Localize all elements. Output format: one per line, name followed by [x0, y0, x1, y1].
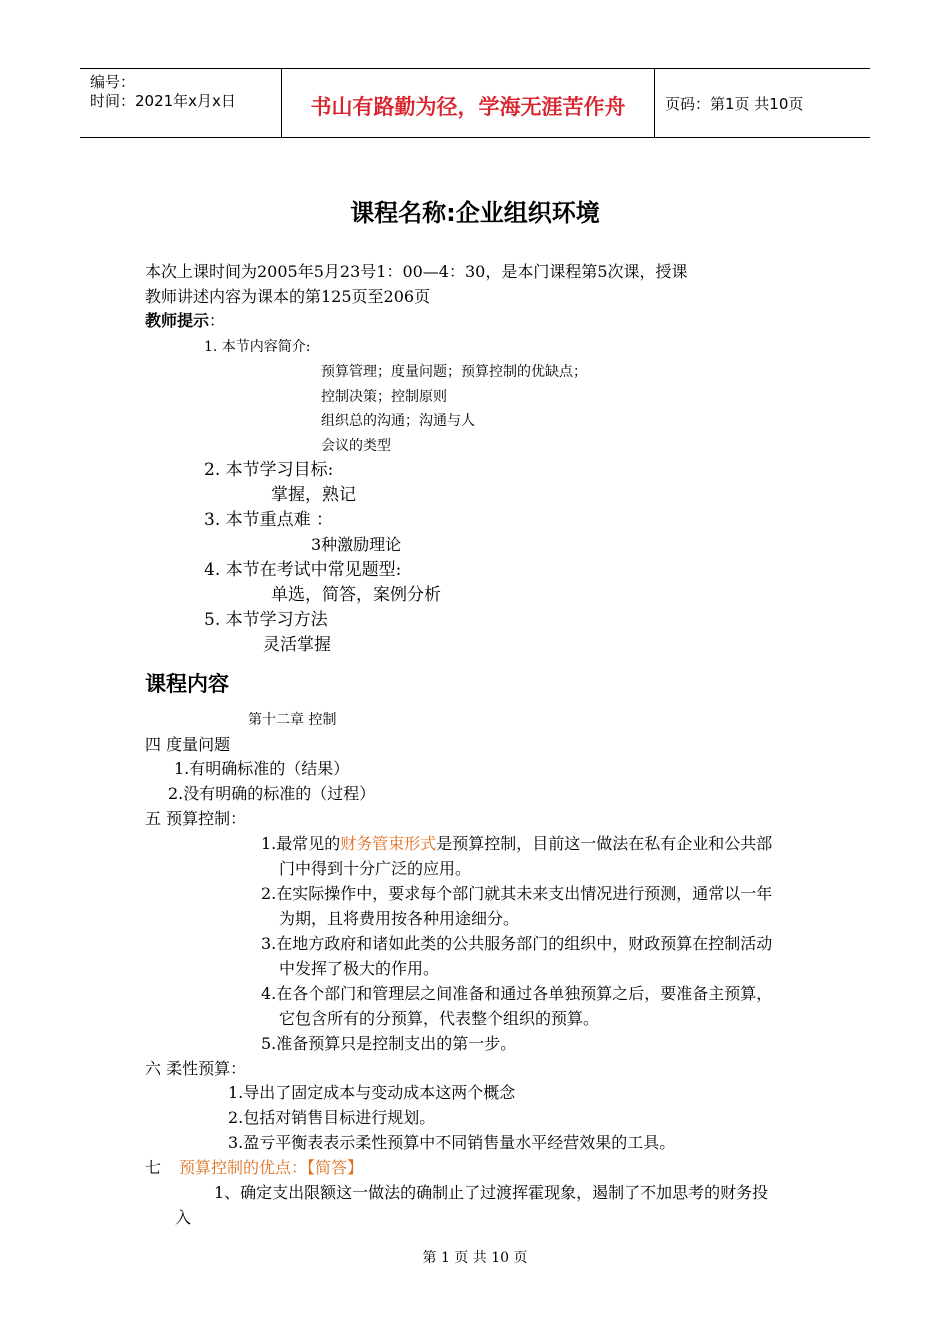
section-5-item-1-post: 是预算控制，目前这一做法在私有企业和公共部 — [436, 834, 773, 853]
section-4-heading: 四 度量问题 — [145, 735, 231, 754]
number-label: 编号： — [90, 73, 136, 91]
section-5-item-2-cont: 为期，且将费用按各种用途细分。 — [279, 909, 520, 928]
chapter-title: 第十二章 控制 — [248, 712, 337, 728]
section-5-heading: 五 预算控制： — [145, 809, 247, 828]
tips-item-4-sub: 单选，简答，案例分析 — [271, 585, 441, 605]
tips-item-3: 3. 本节重点难 ： — [204, 510, 334, 530]
time-label: 时间：2021年x月x日 — [90, 92, 236, 110]
section-7-item-1: 1、确定支出限额这一做法的确制止了过渡挥霍现象，遏制了不加思考的财务投 — [214, 1183, 769, 1202]
section-5-item-4: 4.在各个部门和管理层之间准备和通过各单独预算之后，要准备主预算， — [261, 984, 773, 1003]
tips-item-1-line: 预算管理；度量问题；预算控制的优缺点； — [321, 364, 587, 380]
section-6-item: 2.包括对销售目标进行规划。 — [228, 1108, 436, 1127]
section-5-item-3: 3.在地方政府和诸如此类的公共服务部门的组织中，财政预算在控制活动 — [261, 934, 773, 953]
section-5-item-5: 5.准备预算只是控制支出的第一步。 — [261, 1034, 517, 1053]
section-5-item-4-cont: 它包含所有的分预算，代表整个组织的预算。 — [279, 1009, 600, 1028]
content-heading: 课程内容 — [145, 672, 229, 696]
section-6-item: 1.导出了固定成本与变动成本这两个概念 — [228, 1083, 516, 1102]
tips-item-1-line: 会议的类型 — [321, 438, 391, 454]
section-5-item-1 — [261, 834, 772, 854]
section-7-item-1-cont: 入 — [175, 1208, 192, 1227]
highlight-finance-control: 财务管束形式 — [340, 834, 437, 853]
section-6-heading: 六 柔性预算： — [145, 1059, 247, 1078]
tips-item-5-sub: 灵活掌握 — [263, 635, 331, 655]
section-7-number: 七 — [145, 1158, 162, 1177]
tips-heading — [145, 311, 225, 331]
header-table — [80, 68, 870, 138]
section-4-item: 2.没有明确的标准的（过程） — [168, 784, 376, 803]
section-5-item-3-cont: 中发挥了极大的作用。 — [279, 959, 440, 978]
page-title: 课程名称:企业组织环境 — [350, 199, 600, 227]
tips-label: 教师提示 — [145, 311, 210, 330]
tips-colon: ： — [209, 311, 226, 330]
tips-item-5: 5. 本节学习方法 — [204, 610, 328, 630]
section-5-item-2: 2.在实际操作中，要求每个部门就其未来支出情况进行预测，通常以一年 — [261, 884, 773, 903]
intro-line-2: 教师讲述内容为课本的第125页至206页 — [145, 287, 431, 306]
section-5-item-1-pre: 1.最常见的 — [261, 834, 341, 853]
section-6-item: 3.盈亏平衡表表示柔性预算中不同销售量水平经营效果的工具。 — [228, 1133, 676, 1152]
tips-item-4: 4. 本节在考试中常见题型: — [204, 560, 402, 580]
tips-item-3-sub: 3种激励理论 — [311, 535, 402, 554]
section-4-item: 1.有明确标准的（结果） — [174, 759, 350, 778]
header-info-cell — [80, 69, 282, 137]
intro-line-1: 本次上课时间为2005年5月23号1：00—4：30，是本门课程第5次课，授课 — [145, 262, 688, 281]
section-5-item-1-cont: 门中得到十分广泛的应用。 — [279, 859, 472, 878]
page-label: 页码：第1页 共10页 — [665, 95, 804, 113]
tips-item-2: 2. 本节学习目标: — [204, 460, 334, 480]
motto-text: 书山有路勤为径，学海无涯苦作舟 — [310, 95, 626, 119]
header-page-cell — [655, 69, 870, 137]
tips-item-1-line: 控制决策；控制原则 — [321, 389, 447, 405]
tips-item-1-line: 组织总的沟通；沟通与人 — [321, 413, 475, 429]
header-motto-cell — [282, 69, 655, 137]
page-footer: 第 1 页 共 10 页 — [422, 1250, 528, 1266]
tips-item-1: 1. 本节内容简介: — [204, 339, 311, 355]
tips-item-2-sub: 掌握，熟记 — [271, 485, 356, 505]
section-7-heading: 预算控制的优点：【简答】 — [179, 1158, 364, 1177]
